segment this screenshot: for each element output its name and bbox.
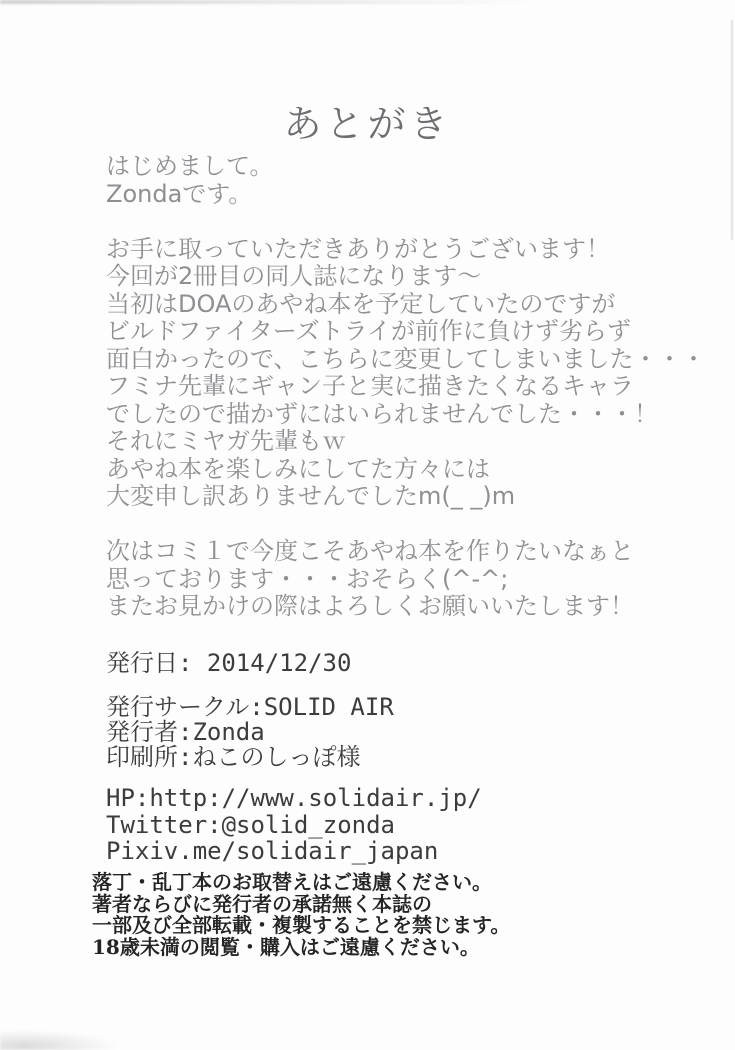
- afterword-line: 大変申し訳ありませんでしたm(_ _)m: [106, 482, 516, 510]
- afterword-line: 思っております・・・おそらく(^-^;: [106, 564, 509, 593]
- afterword-line: あやね本を楽しみにしてた方々には: [106, 454, 490, 483]
- afterword-line: フミナ先輩にギャン子と実に描きたくなるキャラ: [106, 372, 634, 400]
- page-title: あとがき: [283, 102, 452, 146]
- links-block: [106, 785, 666, 865]
- notice-line: 著者ならびに発行者の承諾無く本誌の: [92, 891, 432, 916]
- afterword-body: [106, 152, 706, 621]
- colophon-circle: 発行サークル:SOLID AIR: [106, 693, 394, 721]
- afterword-line: Zondaです。: [106, 179, 253, 208]
- notice-line: 18歳未満の閲覧・購入はご遠慮ください。: [92, 935, 480, 960]
- afterword-line: またお見かけの際はよろしくお願いいたします！: [106, 592, 634, 620]
- link-twitter: Twitter:@solid_zonda: [106, 810, 395, 839]
- notice-line: 一部及び全部転載・複製することを禁じます。: [92, 913, 511, 938]
- scan-artifact-bottom-left: [0, 1030, 120, 1050]
- afterword-line: 面白かったので、こちらに変更してしまいました・・・: [106, 344, 706, 373]
- afterword-line: ビルドファイターズトライが前作に負けず劣らず: [106, 317, 631, 345]
- afterword-line: お手に取っていただきありがとうございます！: [106, 234, 610, 263]
- afterword-line: 今回が2冊目の同人誌になります～: [106, 262, 482, 290]
- afterword-line: [106, 511, 666, 539]
- publication-date: 発行日: 2014/12/30: [106, 649, 352, 677]
- afterword-line: [106, 208, 666, 236]
- afterword-line: はじめまして。: [106, 152, 274, 180]
- notice-line: 落丁・乱丁本のお取替えはご遠慮ください。: [92, 870, 492, 894]
- link-pixiv: Pixiv.me/solidair_japan: [106, 837, 439, 865]
- colophon-block: [106, 695, 666, 770]
- colophon-printer: 印刷所:ねこのしっぽ様: [106, 743, 361, 771]
- afterword-line: それにミヤガ先輩もｗ: [106, 427, 346, 455]
- legal-notice-block: [92, 872, 652, 959]
- link-homepage: HP:http://www.solidair.jp/: [106, 784, 482, 812]
- colophon-publisher: 発行者:Zonda: [106, 718, 265, 746]
- afterword-line: 当初はDOAのあやね本を予定していたのですが: [106, 289, 616, 318]
- afterword-line: 次はコミ１で今度こそあやね本を作りたいなぁと: [106, 537, 634, 565]
- scan-artifact-top-edge: [0, 0, 540, 4]
- afterword-line: でしたので描かずにはいられませんでした・・・！: [106, 399, 658, 428]
